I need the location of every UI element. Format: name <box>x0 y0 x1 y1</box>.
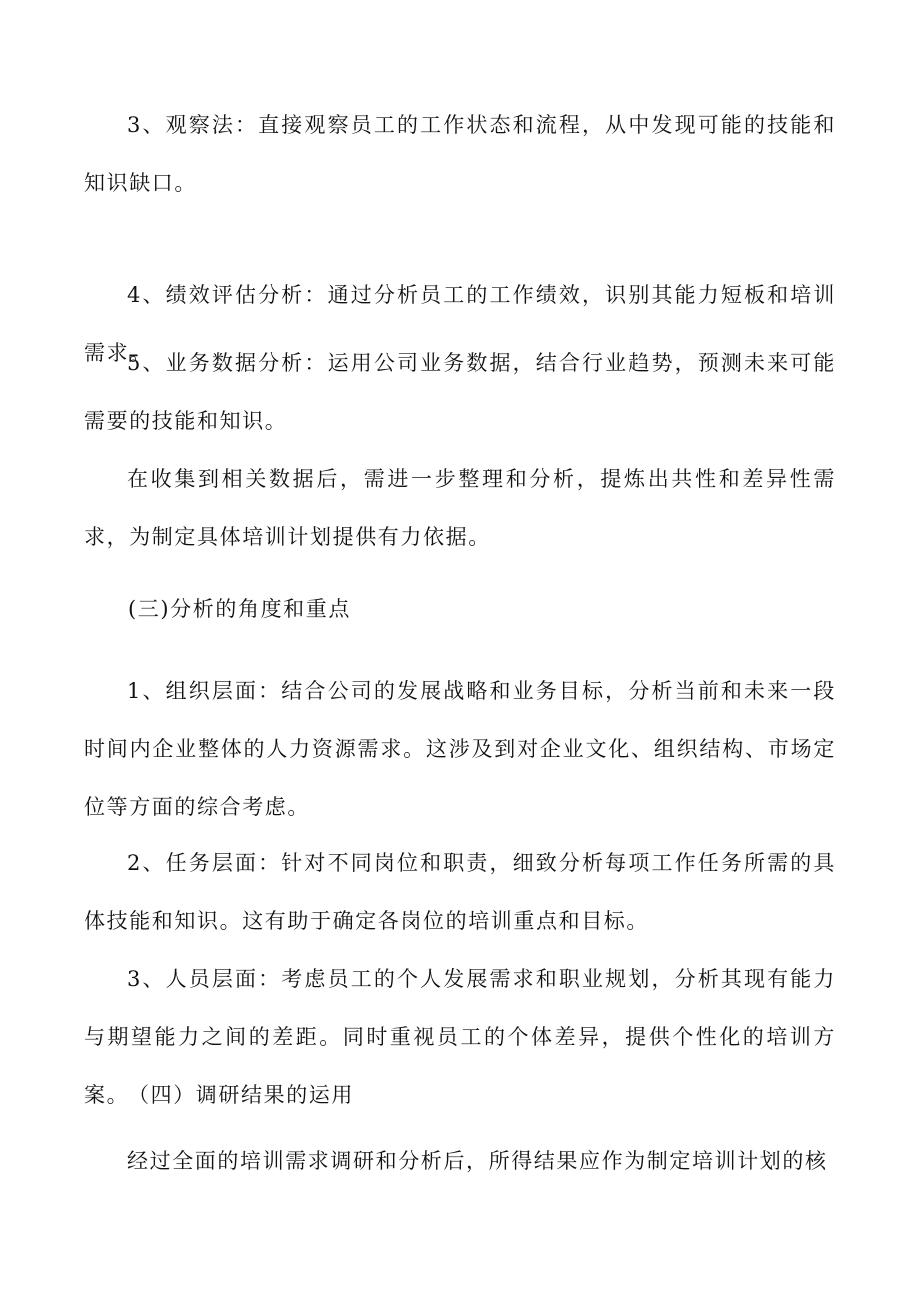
paragraph-task-level: 2、任务层面：针对不同岗位和职责，细致分析每项工作任务所需的具体技能和知识。这有助于确定各岗位的培训重点和目标。 <box>84 851 836 933</box>
paragraph-business-data-analysis: 5、业务数据分析：运用公司业务数据，结合行业趋势，预测未来可能需要的技能和知识。 <box>84 351 836 433</box>
paragraph-organization-level: 1、组织层面：结合公司的发展战略和业务目标，分析当前和未来一段时间内企业整体的人力资源需求。这涉及到对企业文化、组织结构、市场定位等方面的综合考虑。 <box>84 679 836 819</box>
paragraph-observation-method: 3、观察法：直接观察员工的工作状态和流程，从中发现可能的技能和知识缺口。 <box>84 113 836 195</box>
section-heading-research-results: （四）调研结果的运用 <box>128 1083 354 1107</box>
paragraph-performance-analysis: 4、绩效评估分析：通过分析员工的工作绩效，识别其能力短板和培训需求。 <box>84 283 836 365</box>
section-heading-analysis-angles: (三)分析的角度和重点 <box>128 597 351 621</box>
paragraph-results-application: 经过全面的培训需求调研和分析后，所得结果应作为制定培训计划的核 <box>127 1149 828 1173</box>
paragraph-data-summary: 在收集到相关数据后，需进一步整理和分析，提炼出共性和差异性需求，为制定具体培训计划提供有力依据。 <box>84 467 836 549</box>
paragraph-personnel-level: 3、人员层面：考虑员工的个人发展需求和职业规划，分析其现有能力与期望能力之间的差距。同时重视员工的个体差异，提供个性化的培训方案。 <box>84 967 836 1107</box>
